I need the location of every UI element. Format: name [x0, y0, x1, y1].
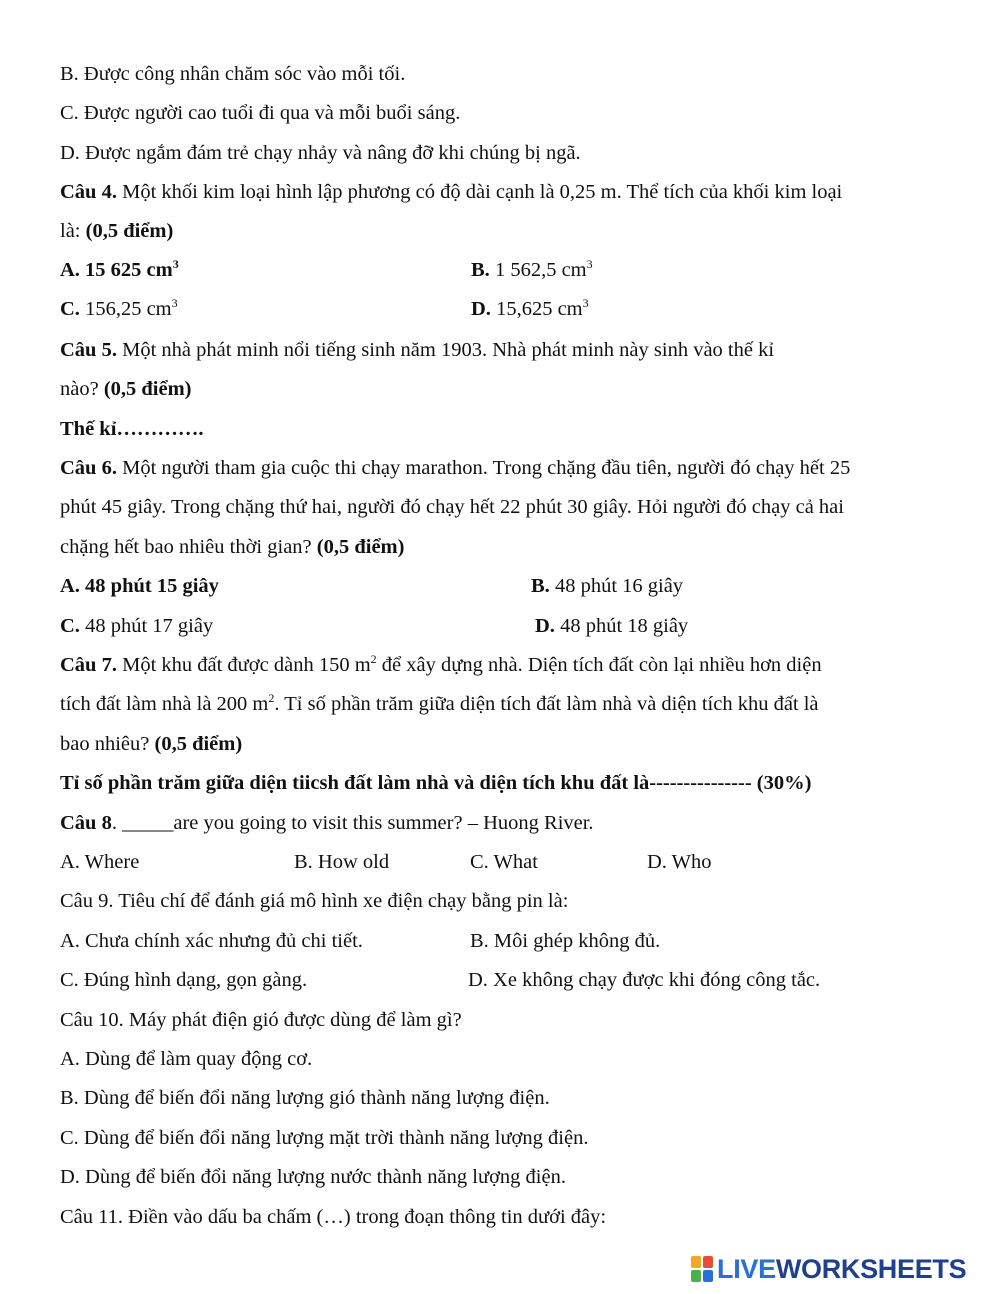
q7-sup: 2 — [370, 652, 377, 666]
q4-option-c-text: 156,25 cm — [79, 298, 172, 320]
q10-option-a[interactable]: A. Dùng để làm quay động cơ. — [60, 1048, 313, 1070]
q8-text: . _____are you going to visit this summer? – Huong River. — [111, 812, 594, 834]
q6-text3: chặng hết bao nhiêu thời gian? — [60, 536, 317, 558]
logo-square — [691, 1270, 701, 1282]
q4-option-b-label: B. — [471, 259, 490, 281]
q4-sup: 3 — [586, 257, 593, 271]
q4-sup: 3 — [172, 257, 179, 271]
q8-label: Câu 8 — [60, 812, 112, 834]
q4-sup: 3 — [171, 296, 178, 310]
logo-square — [691, 1256, 701, 1268]
q7-answer[interactable]: Tỉ số phần trăm giữa diện tiicsh đất làm nhà và diện tích khu đất là--------------- (30%) — [60, 772, 812, 794]
q5-question-cont — [60, 377, 192, 401]
q7-text-a: Một khu đất được dành 150 m — [116, 654, 371, 676]
q5-text2: nào? — [60, 378, 104, 400]
q6-option-a[interactable]: A. 48 phút 15 giây — [60, 575, 219, 597]
liveworksheets-logo-icon — [691, 1256, 713, 1282]
q3-option-c: C. Được người cao tuổi đi qua và mỗi buổi sáng. — [60, 102, 461, 124]
q7-text2-b: . Tỉ số phần trăm giữa diện tích đất làm nhà và diện tích khu đất là — [274, 693, 819, 715]
q6-option-b-label: B. — [531, 575, 550, 597]
q7-label: Câu 7. — [60, 654, 117, 676]
q6-option-d[interactable] — [535, 614, 688, 638]
q7-question — [60, 653, 822, 677]
q3-option-d: D. Được ngắm đám trẻ chạy nhảy và nâng đỡ khi chúng bị ngã. — [60, 142, 581, 164]
q4-option-d-text: 15,625 cm — [490, 298, 583, 320]
liveworksheets-logo — [691, 1253, 966, 1285]
q10-option-b[interactable]: B. Dùng để biến đổi năng lượng gió thành năng lượng điện. — [60, 1087, 550, 1109]
q10-question: Câu 10. Máy phát điện gió được dùng để làm gì? — [60, 1009, 462, 1031]
q8-option-d[interactable]: D. Who — [647, 851, 712, 873]
logo-square — [703, 1256, 713, 1268]
q4-sup: 3 — [582, 296, 589, 310]
q4-option-d-label: D. — [471, 298, 491, 320]
q8-option-a[interactable]: A. Where — [60, 851, 140, 873]
q4-option-a — [60, 258, 179, 282]
q7-points: (0,5 điểm) — [154, 733, 243, 755]
q6-text: Một người tham gia cuộc thi chạy marathon. Trong chặng đầu tiên, người đó chạy hết 25 — [116, 457, 851, 479]
q4-label: Câu 4. — [60, 181, 117, 203]
q6-option-c-label: C. — [60, 615, 80, 637]
q6-points: (0,5 điểm) — [316, 536, 405, 558]
q6-option-b[interactable] — [531, 574, 683, 598]
q7-text3: bao nhiêu? — [60, 733, 155, 755]
q10-option-d[interactable]: D. Dùng để biến đổi năng lượng nước thành năng lượng điện. — [60, 1166, 566, 1188]
q7-question-cont2 — [60, 732, 242, 756]
q6-option-d-text: 48 phút 18 giây — [554, 615, 689, 637]
logo-square — [703, 1270, 713, 1282]
q9-option-a[interactable]: A. Chưa chính xác nhưng đủ chi tiết. — [60, 930, 363, 952]
q3-option-b: B. Được công nhân chăm sóc vào mỗi tối. — [60, 63, 406, 85]
q4-option-a-text: A. 15 625 cm — [60, 259, 173, 281]
q4-question — [60, 180, 842, 204]
q7-text2-a: tích đất làm nhà là 200 m — [60, 693, 269, 715]
logo-text-live: LIVE — [717, 1253, 776, 1284]
q4-text2: là: — [60, 220, 86, 242]
q5-answer[interactable]: Thế kỉ…………. — [60, 418, 204, 440]
liveworksheets-logo-text — [717, 1254, 966, 1285]
q7-text-b: để xây dựng nhà. Diện tích đất còn lại nhiều hơn diện — [376, 654, 822, 676]
q4-option-b-text: 1 562,5 cm — [489, 259, 587, 281]
q6-option-d-label: D. — [535, 615, 555, 637]
q4-option-d — [471, 297, 589, 321]
q5-points: (0,5 điểm) — [103, 378, 192, 400]
q5-text: Một nhà phát minh nổi tiếng sinh năm 1903. Nhà phát minh này sinh vào thế kỉ — [116, 339, 775, 361]
q9-option-b[interactable]: B. Môi ghép không đủ. — [470, 930, 661, 952]
q7-sup: 2 — [268, 691, 275, 705]
q6-question-cont: phút 45 giây. Trong chặng thứ hai, người đó chạy hết 22 phút 30 giây. Hỏi người đó chạy cả hai — [60, 496, 844, 518]
q6-question — [60, 456, 850, 480]
q6-question-cont2 — [60, 535, 404, 559]
q9-option-c[interactable]: C. Đúng hình dạng, gọn gàng. — [60, 969, 308, 991]
q10-option-c[interactable]: C. Dùng để biến đổi năng lượng mặt trời thành năng lượng điện. — [60, 1127, 589, 1149]
q6-option-c-text: 48 phút 17 giây — [79, 615, 214, 637]
q4-option-c-label: C. — [60, 298, 80, 320]
q4-text: Một khối kim loại hình lập phương có độ dài cạnh là 0,25 m. Thể tích của khối kim loại — [116, 181, 843, 203]
q5-question — [60, 338, 774, 362]
q9-question: Câu 9. Tiêu chí để đánh giá mô hình xe điện chạy bằng pin là: — [60, 890, 569, 912]
q6-option-b-text: 48 phút 16 giây — [549, 575, 684, 597]
q8-option-c[interactable]: C. What — [470, 851, 538, 873]
logo-text-worksheets: WORKSHEETS — [775, 1253, 967, 1284]
q5-label: Câu 5. — [60, 339, 117, 361]
q6-label: Câu 6. — [60, 457, 117, 479]
q8-option-b[interactable]: B. How old — [294, 851, 390, 873]
q4-points: (0,5 điểm) — [85, 220, 174, 242]
q11-question: Câu 11. Điền vào dấu ba chấm (…) trong đoạn thông tin dưới đây: — [60, 1206, 607, 1228]
q9-option-d[interactable]: D. Xe không chạy được khi đóng công tắc. — [468, 969, 821, 991]
q7-question-cont — [60, 692, 819, 716]
q4-option-b — [471, 258, 593, 282]
q4-question-cont — [60, 219, 173, 243]
q4-option-c — [60, 297, 178, 321]
q8-question — [60, 811, 594, 835]
q6-option-c[interactable] — [60, 614, 213, 638]
